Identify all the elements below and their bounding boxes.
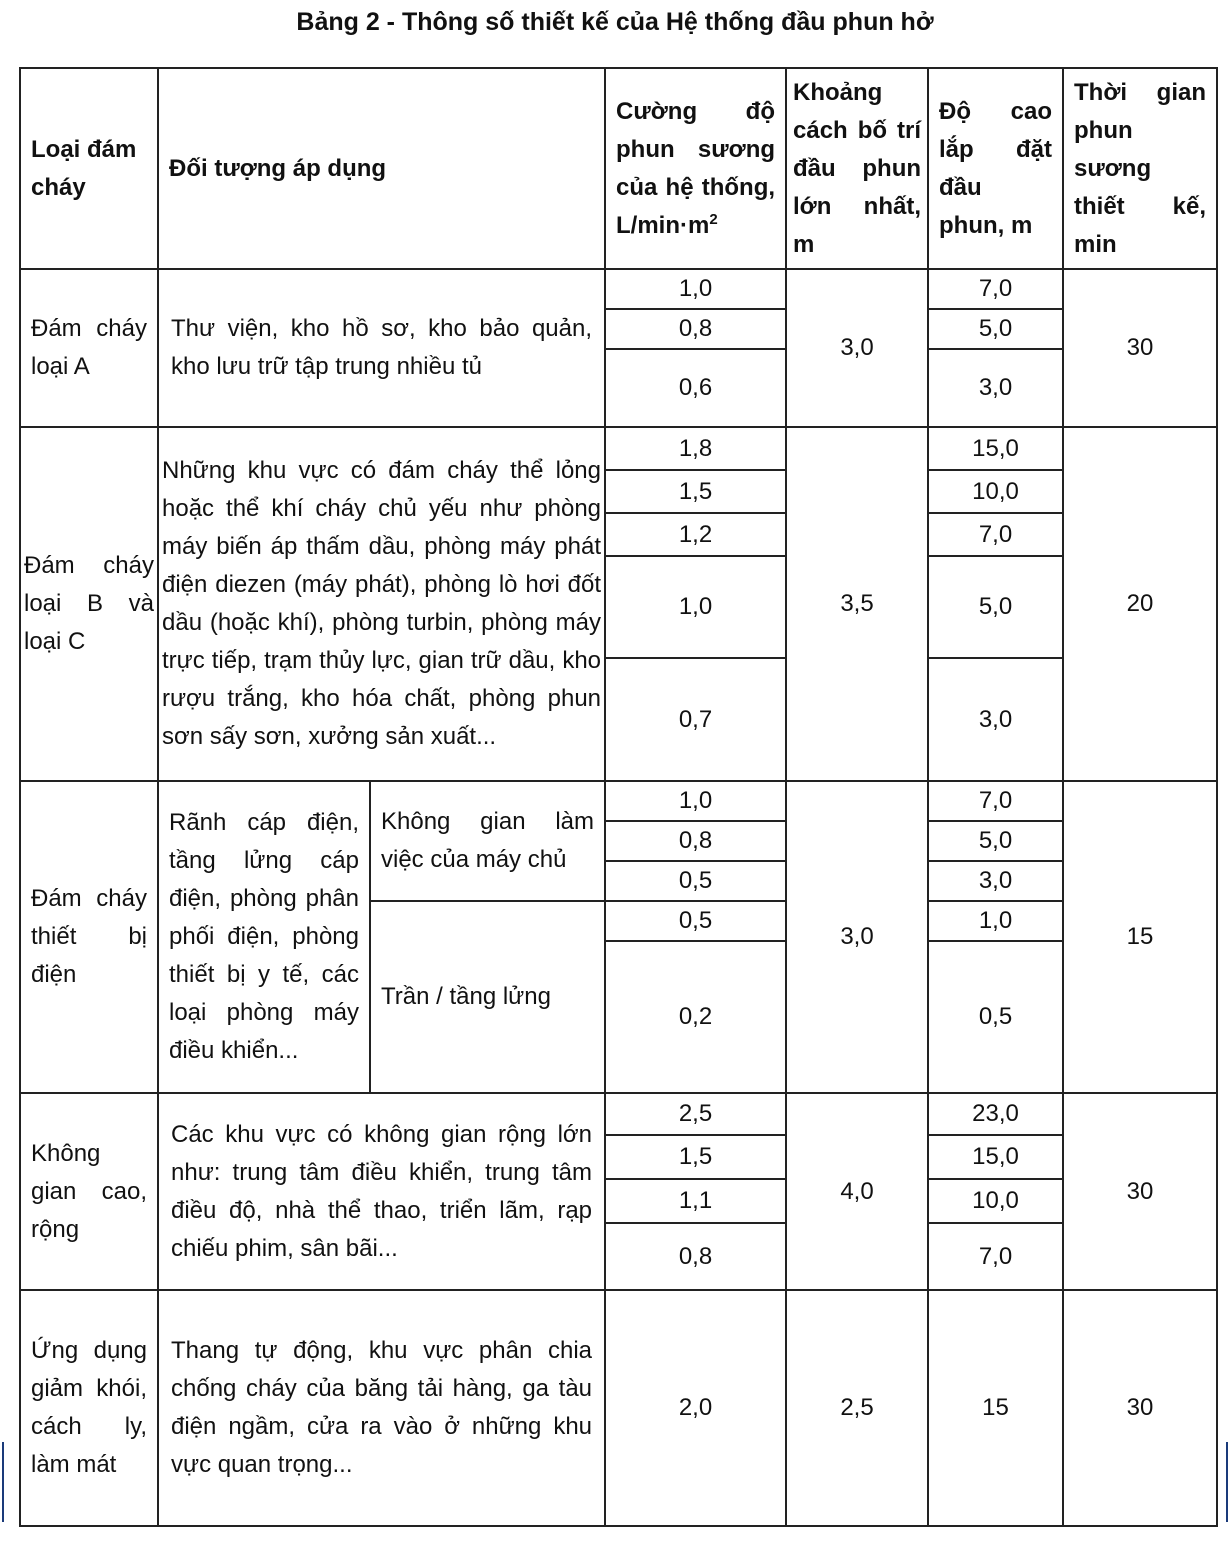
- left-edge-mark: [2, 1442, 4, 1522]
- header-thoi-gian: Thời gian phun sương thiết kế, min: [1063, 68, 1217, 269]
- cuong-do-cell: 0,8: [605, 821, 786, 861]
- group-c-doi-tuong: Rãnh cáp điện, tầng lửng cáp điện, phòng phân phối điện, phòng thiết bị y tế, các loại phòng máy điều khiển...: [158, 781, 370, 1093]
- group-b-khoang-cach: 3,5: [786, 427, 928, 781]
- group-d-doi-tuong: Các khu vực có không gian rộng lớn như: trung tâm điều khiển, trung tâm điều độ, nhà thể thao, triển lãm, rạp chiếu phim, sân bãi...: [158, 1093, 605, 1290]
- group-d-loai: Không gian cao, rộng: [20, 1093, 158, 1290]
- group-e-thoi-gian: 30: [1063, 1290, 1217, 1526]
- header-cuong-do: [605, 68, 786, 269]
- group-c-khoang-cach: 3,0: [786, 781, 928, 1093]
- do-cao-cell: 15,0: [928, 1135, 1063, 1179]
- do-cao-cell: 0,5: [928, 941, 1063, 1093]
- group-b-doi-tuong: Những khu vực có đám cháy thể lỏng hoặc thể khí cháy chủ yếu như phòng máy biến áp thấm dầu, phòng máy phát điện diezen (máy phát), phòng lò hơi đốt dầu (hoặc khí), phòng turbin, phòng máy trực tiếp, trạm thủy lực, gian trữ dầu, kho rượu trắng, kho hóa chất, phòng phun sơn sấy sơn, xưởng sản xuất...: [158, 427, 605, 781]
- do-cao-cell: 3,0: [928, 861, 1063, 901]
- do-cao-cell: 7,0: [928, 269, 1063, 309]
- do-cao-cell: 7,0: [928, 1223, 1063, 1290]
- table-row: [20, 269, 1217, 309]
- table-row: [20, 427, 1217, 470]
- do-cao-cell: 15: [928, 1290, 1063, 1526]
- cuong-do-cell: 0,7: [605, 658, 786, 781]
- cuong-do-cell: 1,0: [605, 781, 786, 821]
- table-title: Bảng 2 - Thông số thiết kế của Hệ thống đầu phun hở: [296, 8, 934, 36]
- group-c-thoi-gian: 15: [1063, 781, 1217, 1093]
- group-c-loai: Đám cháy thiết bị điện: [20, 781, 158, 1093]
- table-row: [20, 781, 1217, 821]
- do-cao-cell: 5,0: [928, 309, 1063, 349]
- cuong-do-cell: 2,0: [605, 1290, 786, 1526]
- cuong-do-cell: 1,8: [605, 427, 786, 470]
- header-doi-tuong: Đối tượng áp dụng: [158, 68, 605, 269]
- group-a-loai: Đám cháy loại A: [20, 269, 158, 427]
- group-a-khoang-cach: 3,0: [786, 269, 928, 427]
- cuong-do-cell: 0,8: [605, 309, 786, 349]
- cuong-do-cell: 0,6: [605, 349, 786, 427]
- do-cao-cell: 5,0: [928, 556, 1063, 658]
- table-row: [20, 1093, 1217, 1135]
- header-do-cao: Độ cao lắp đặt đầu phun, m: [928, 68, 1063, 269]
- do-cao-cell: 10,0: [928, 470, 1063, 513]
- do-cao-cell: 10,0: [928, 1179, 1063, 1223]
- cuong-do-cell: 0,5: [605, 901, 786, 941]
- group-e-loai: Ứng dụng giảm khói, cách ly, làm mát: [20, 1290, 158, 1526]
- header-cuong-do-sup: 2: [709, 210, 718, 228]
- cuong-do-cell: 1,2: [605, 513, 786, 556]
- cuong-do-cell: 1,0: [605, 269, 786, 309]
- do-cao-cell: 15,0: [928, 427, 1063, 470]
- cuong-do-cell: 1,5: [605, 470, 786, 513]
- do-cao-cell: 7,0: [928, 781, 1063, 821]
- group-d-khoang-cach: 4,0: [786, 1093, 928, 1290]
- design-parameters-table: [19, 67, 1218, 1527]
- group-c-sub-tran: Trần / tầng lửng: [370, 901, 605, 1093]
- do-cao-cell: 3,0: [928, 658, 1063, 781]
- group-d-thoi-gian: 30: [1063, 1093, 1217, 1290]
- cuong-do-cell: 1,1: [605, 1179, 786, 1223]
- group-c-sub-may-chu: Không gian làm việc của máy chủ: [370, 781, 605, 901]
- group-a-thoi-gian: 30: [1063, 269, 1217, 427]
- cuong-do-cell: 0,5: [605, 861, 786, 901]
- cuong-do-cell: 0,8: [605, 1223, 786, 1290]
- header-row: [20, 68, 1217, 269]
- header-khoang-cach: Khoảng cách bố trí đầu phun lớn nhất, m: [786, 68, 928, 269]
- cuong-do-cell: 1,5: [605, 1135, 786, 1179]
- do-cao-cell: 7,0: [928, 513, 1063, 556]
- cuong-do-cell: 0,2: [605, 941, 786, 1093]
- do-cao-cell: 5,0: [928, 821, 1063, 861]
- group-e-khoang-cach: 2,5: [786, 1290, 928, 1526]
- group-b-loai: Đám cháy loại B và loại C: [20, 427, 158, 781]
- group-a-doi-tuong: Thư viện, kho hồ sơ, kho bảo quản, kho lưu trữ tập trung nhiều tủ: [158, 269, 605, 427]
- table-row: [20, 1290, 1217, 1526]
- group-b-thoi-gian: 20: [1063, 427, 1217, 781]
- do-cao-cell: 1,0: [928, 901, 1063, 941]
- cuong-do-cell: 1,0: [605, 556, 786, 658]
- cuong-do-cell: 2,5: [605, 1093, 786, 1135]
- do-cao-cell: 23,0: [928, 1093, 1063, 1135]
- header-cuong-do-text: Cường độ phun sương của hệ thống, L/min·m: [616, 97, 776, 239]
- header-loai: Loại đám cháy: [20, 68, 158, 269]
- do-cao-cell: 3,0: [928, 349, 1063, 427]
- right-edge-mark: [1226, 1442, 1228, 1522]
- group-e-doi-tuong: Thang tự động, khu vực phân chia chống cháy của băng tải hàng, ga tàu điện ngầm, cửa ra vào ở những khu vực quan trọng...: [158, 1290, 605, 1526]
